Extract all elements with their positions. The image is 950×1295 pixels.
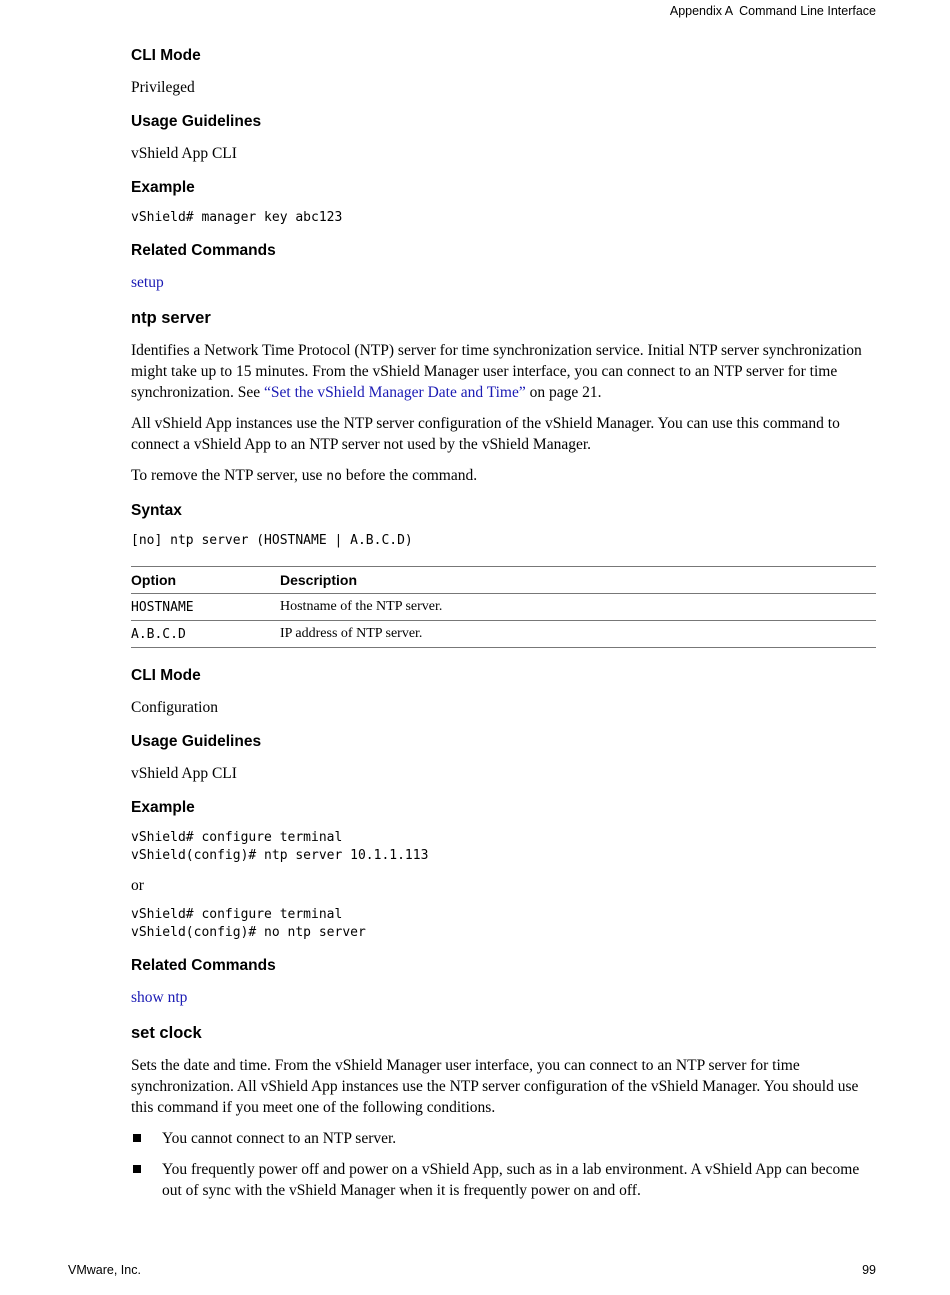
usage-guidelines-text: vShield App CLI [131,145,237,162]
option-cell: HOSTNAME [131,594,280,621]
syntax-code: [no] ntp server (HOSTNAME | A.B.C.D) [131,533,413,548]
setup-link[interactable]: setup [131,274,164,291]
related-commands-heading: Related Commands [131,957,276,974]
square-bullet-icon [133,1134,141,1142]
ntp-paragraph-1: Identifies a Network Time Protocol (NTP) server for time synchronization service. Initial NTP server synchronization might take up to 15 minutes. From the vShield Manager user interface, you can connect to an NTP server for time synchronization. See “Set the vShield Manager Date and Time” on page 21. [131,342,862,401]
ntp-server-title: ntp server [131,309,211,327]
option-column-header: Option [131,567,280,594]
option-cell: A.B.C.D [131,621,280,648]
example-code-line: vShield(config)# no ntp server [131,925,366,940]
description-column-header: Description [280,567,876,594]
square-bullet-icon [133,1165,141,1173]
ntp-paragraph-2: All vShield App instances use the NTP server configuration of the vShield Manager. You can use this command to connect a vShield App to an NTP server not used by the vShield Manager. [131,415,840,453]
cli-mode-value: Privileged [131,79,195,96]
example-heading: Example [131,799,195,816]
no-keyword: no [326,469,342,484]
show-ntp-link[interactable]: show ntp [131,989,188,1006]
related-commands-heading: Related Commands [131,242,276,259]
cli-mode-heading: CLI Mode [131,47,201,64]
example-heading: Example [131,179,195,196]
date-time-xref-link[interactable]: “Set the vShield Manager Date and Time” [264,384,526,401]
set-clock-paragraph: Sets the date and time. From the vShield Manager user interface, you can connect to an NTP server for time synchronization. All vShield App instances use the NTP server configuration of the vShield Manager. You should use this command if you meet one of the following conditions. [131,1057,859,1116]
table-row [131,594,876,621]
cli-mode-value: Configuration [131,699,218,716]
list-item: You cannot connect to an NTP server. [131,1128,876,1149]
footer-page-number: 99 [862,1263,876,1277]
header-chapter: Appendix A [669,4,734,18]
example-code: vShield# manager key abc123 [131,210,343,225]
header-title: Command Line Interface [739,4,876,18]
example-code-line: vShield(config)# ntp server 10.1.1.113 [131,848,429,863]
description-cell: IP address of NTP server. [280,621,876,648]
syntax-heading: Syntax [131,502,182,519]
cli-mode-heading: CLI Mode [131,667,201,684]
running-header [670,4,876,18]
description-cell: Hostname of the NTP server. [280,594,876,621]
set-clock-title: set clock [131,1024,202,1042]
table-header-row [131,567,876,594]
table-row [131,621,876,648]
usage-guidelines-heading: Usage Guidelines [131,733,262,750]
options-table [131,566,876,648]
page-content [131,46,876,1211]
example-code-line: vShield# configure terminal [131,830,343,845]
conditions-list [131,1128,876,1201]
or-text: or [131,877,144,894]
usage-guidelines-text: vShield App CLI [131,765,237,782]
list-item: You frequently power off and power on a vShield App, such as in a lab environment. A vShield App can become out of sync with the vShield Manager when it is frequently power on and off. [131,1159,876,1201]
footer-company: VMware, Inc. [68,1263,141,1277]
ntp-paragraph-3: To remove the NTP server, use no before the command. [131,467,478,484]
example-code-line: vShield# configure terminal [131,907,343,922]
usage-guidelines-heading: Usage Guidelines [131,113,262,130]
